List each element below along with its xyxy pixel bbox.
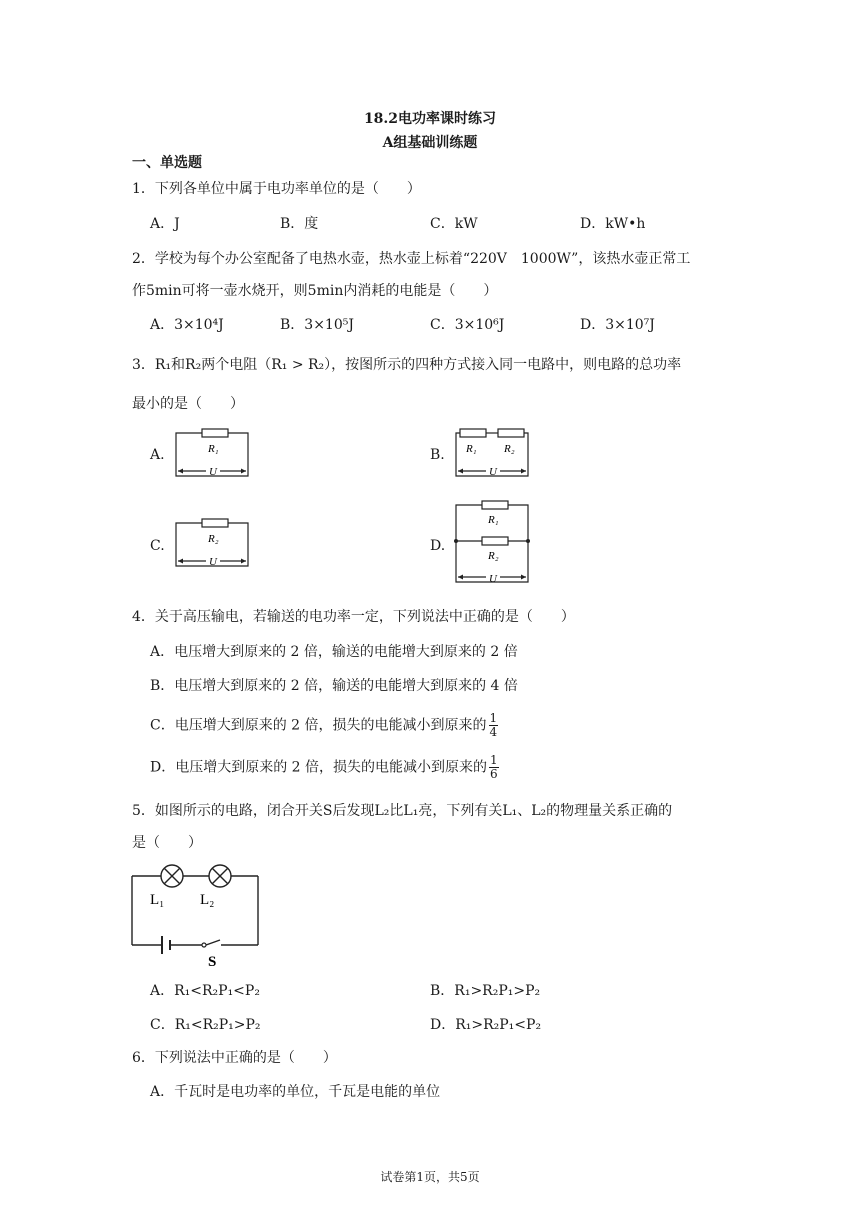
question-2-option-b: B．3×10⁵J — [280, 317, 354, 333]
question-4-option-c — [150, 712, 498, 739]
question-5-option-b: B．R₁>R₂P₁>P₂ — [430, 983, 541, 999]
question-1-option-b: B．度 — [280, 216, 319, 232]
fraction-denominator: 6 — [490, 767, 498, 781]
question-3-option-d: D. — [430, 538, 446, 554]
lamp-l2-label: L₂ — [200, 892, 215, 908]
fraction-one-quarter — [489, 712, 499, 739]
circuit-diagram-b — [452, 424, 534, 484]
question-4-option-a: A．电压增大到原来的 2 倍，输送的电能增大到原来的 2 倍 — [150, 644, 518, 660]
page-footer: 试卷第1页，共5页 — [380, 1170, 480, 1184]
fraction-numerator: 1 — [490, 753, 498, 767]
question-5-option-d: D．R₁>R₂P₁<P₂ — [430, 1017, 542, 1033]
voltage-u-label: U — [209, 556, 217, 568]
question-1-option-c: C．kW — [430, 216, 478, 232]
resistor-r2-label: R₂ — [504, 443, 515, 455]
fraction-numerator: 1 — [489, 711, 498, 725]
switch-s-label: S — [208, 954, 217, 968]
circuit-diagram-lamps — [128, 860, 262, 968]
resistor-r2-label: R₂ — [488, 550, 499, 562]
resistor-r1-label: R₁ — [466, 443, 477, 455]
question-2-stem-line2: 作5min可将一壶水烧开，则5min内消耗的电能是（ ） — [132, 283, 498, 299]
fraction-denominator: 4 — [489, 725, 498, 739]
voltage-u-label: U — [489, 466, 497, 478]
question-5-option-a: A．R₁<R₂P₁<P₂ — [150, 983, 260, 999]
section-heading: 一、单选题 — [132, 155, 202, 171]
circuit-diagram-d — [452, 496, 534, 590]
page-subtitle: A组基础训练题 — [382, 135, 478, 151]
question-2-option-a: A．3×10⁴J — [150, 317, 224, 333]
question-4-option-d-text: D．电压增大到原来的 2 倍，损失的电能减小到原来的 — [150, 759, 488, 776]
question-1-option-a: A．J — [150, 216, 180, 232]
page-title: 18.2电功率课时练习 — [363, 111, 497, 127]
question-5-option-c: C．R₁<R₂P₁>P₂ — [150, 1017, 261, 1033]
question-4-option-b: B．电压增大到原来的 2 倍，输送的电能增大到原来的 4 倍 — [150, 678, 518, 694]
resistor-r2-label: R₂ — [208, 533, 219, 545]
voltage-u-label: U — [489, 573, 497, 585]
question-1-stem: 1．下列各单位中属于电功率单位的是（ ） — [132, 181, 421, 197]
question-2-option-c: C．3×10⁶J — [430, 317, 505, 333]
voltage-u-label: U — [209, 466, 217, 478]
question-5-stem-line1: 5．如图所示的电路，闭合开关S后发现L₂比L₁亮，下列有关L₁、L₂的物理量关系正确的 — [132, 803, 673, 819]
question-4-option-d — [150, 754, 499, 781]
question-4-option-c-text: C．电压增大到原来的 2 倍，损失的电能减小到原来的 — [150, 717, 487, 734]
question-6-stem: 6．下列说法中正确的是（ ） — [132, 1050, 337, 1066]
question-2-stem-line1: 2．学校为每个办公室配备了电热水壶，热水壶上标着“220V 1000W”，该热水壶正常工 — [132, 251, 691, 267]
fraction-one-sixth — [489, 754, 499, 781]
question-5-stem-line2: 是（ ） — [132, 835, 202, 851]
question-3-stem-line1: 3．R₁和R₂两个电阻（R₁ > R₂），按图所示的四种方式接入同一电路中，则电路的总功率 — [132, 357, 682, 373]
question-3-option-c: C. — [150, 538, 165, 554]
resistor-r1-label: R₁ — [488, 514, 499, 526]
question-6-option-a: A．千瓦时是电功率的单位，千瓦是电能的单位 — [150, 1084, 441, 1100]
question-2-option-d: D．3×10⁷J — [580, 317, 655, 333]
circuit-diagram-a — [172, 424, 254, 484]
resistor-r1-label: R₁ — [208, 443, 219, 455]
question-1-option-d: D．kW•h — [580, 216, 646, 232]
question-3-stem-line2: 最小的是（ ） — [132, 396, 244, 412]
question-4-stem: 4．关于高压输电，若输送的电功率一定，下列说法中正确的是（ ） — [132, 609, 575, 625]
question-3-option-a: A. — [150, 447, 165, 463]
question-3-option-b: B. — [430, 447, 445, 463]
lamp-l1-label: L₁ — [150, 892, 165, 908]
circuit-diagram-c — [172, 514, 254, 574]
